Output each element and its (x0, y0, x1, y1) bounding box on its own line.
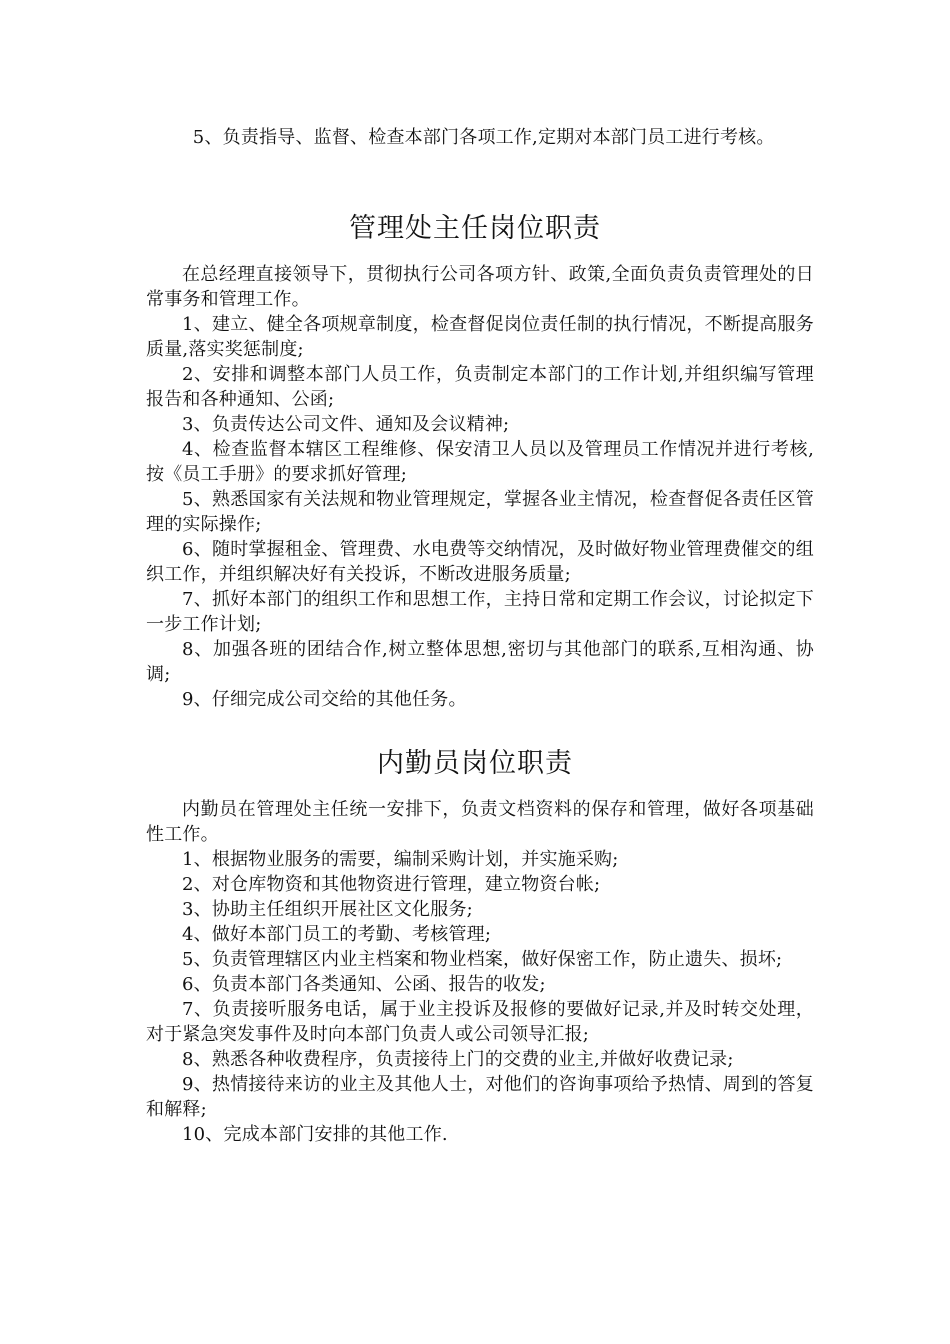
list-item: 6、负责本部门各类通知、公函、报告的收发; (182, 974, 546, 995)
list-item: 4、检查监督本辖区工程维修、保安清卫人员以及管理员工作情况并进行考核,按《员工手册》的要求抓好管理; (146, 439, 814, 485)
list-item: 6、随时掌握租金、管理费、水电费等交纳情况，及时做好物业管理费催交的组织工作，并组织解决好有关投诉，不断改进服务质量; (146, 539, 814, 585)
section-intro: 在总经理直接领导下，贯彻执行公司各项方针、政策,全面负责负责管理处的日常事务和管理工作。 (146, 264, 814, 310)
section-director-body (146, 262, 814, 712)
list-item: 2、安排和调整本部门人员工作，负责制定本部门的工作计划,并组织编写管理报告和各种通知、公函; (146, 364, 814, 410)
list-item: 3、协助主任组织开展社区文化服务; (182, 899, 473, 920)
list-item: 8、加强各班的团结合作,树立整体思想,密切与其他部门的联系,互相沟通、协调; (146, 639, 814, 685)
list-item: 10、完成本部门安排的其他工作. (182, 1124, 448, 1145)
list-item: 3、负责传达公司文件、通知及会议精神; (182, 414, 510, 435)
list-item: 9、仔细完成公司交给的其他任务。 (182, 689, 467, 710)
section-intro: 内勤员在管理处主任统一安排下，负责文档资料的保存和管理，做好各项基础性工作。 (146, 799, 814, 845)
section-title-clerk: 内勤员岗位职责 (377, 748, 573, 779)
top-section (146, 125, 814, 150)
list-item: 5、熟悉国家有关法规和物业管理规定，掌握各业主情况，检查督促各责任区管理的实际操作; (146, 489, 814, 535)
list-item: 7、抓好本部门的组织工作和思想工作，主持日常和定期工作会议，讨论拟定下一步工作计划; (146, 589, 814, 635)
section-title-director: 管理处主任岗位职责 (349, 213, 601, 244)
list-item: 5、负责指导、监督、检查本部门各项工作,定期对本部门员工进行考核。 (192, 127, 775, 148)
list-item: 4、做好本部门员工的考勤、考核管理; (182, 924, 492, 945)
list-item: 8、熟悉各种收费程序，负责接待上门的交费的业主,并做好收费记录; (182, 1049, 734, 1070)
list-item: 7、负责接听服务电话，属于业主投诉及报修的要做好记录,并及时转交处理，对于紧急突发事件及时向本部门负责人或公司领导汇报; (146, 999, 814, 1045)
list-item: 5、负责管理辖区内业主档案和物业档案，做好保密工作，防止遗失、损坏; (182, 949, 783, 970)
list-item: 1、根据物业服务的需要，编制采购计划，并实施采购; (182, 849, 619, 870)
list-item: 1、建立、健全各项规章制度，检查督促岗位责任制的执行情况，不断提高服务质量,落实奖惩制度; (146, 314, 814, 360)
section-clerk-body (146, 797, 814, 1147)
list-item: 9、热情接待来访的业主及其他人士，对他们的咨询事项给予热情、周到的答复和解释; (146, 1074, 814, 1120)
list-item: 2、对仓库物资和其他物资进行管理，建立物资台帐; (182, 874, 601, 895)
